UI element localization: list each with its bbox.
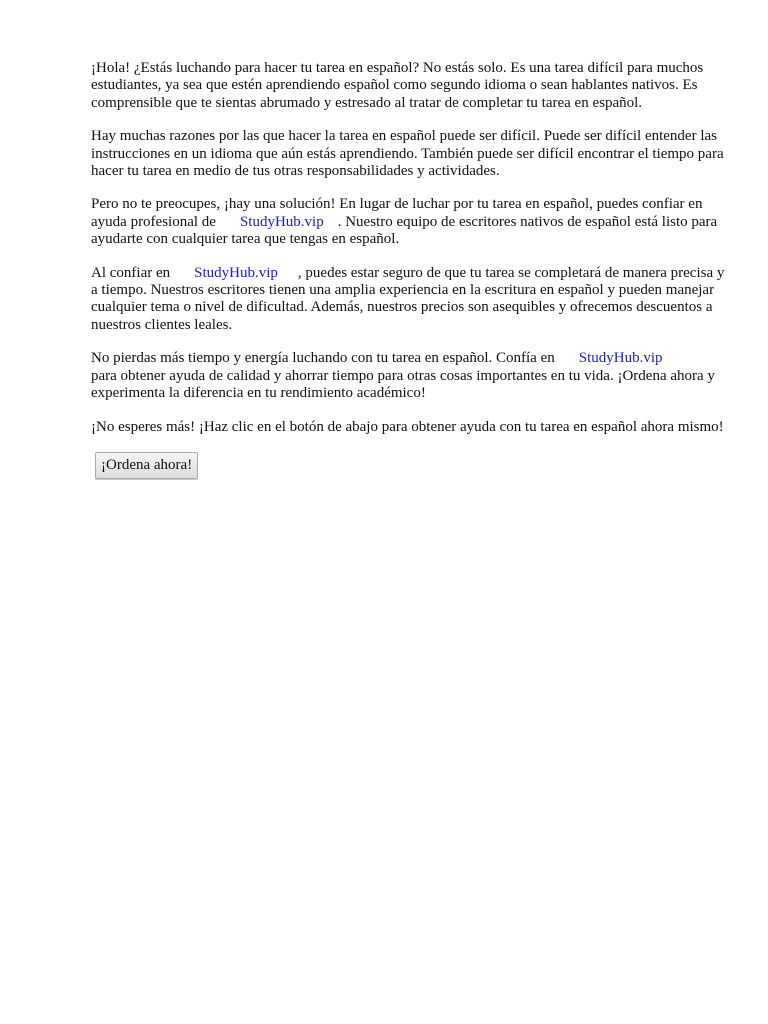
paragraph-trust-text-before: Al confiar en: [91, 264, 171, 281]
paragraph-call-to-action: [91, 350, 725, 402]
order-now-button[interactable]: ¡Ordena ahora!: [95, 452, 198, 479]
paragraph-final: ¡No esperes más! ¡Haz clic en el botón de abajo para obtener ayuda con tu tarea en español ahora mismo!: [91, 418, 724, 435]
paragraph-trust-text-after: , puedes estar seguro de que tu tarea se completará de manera precisa y a tiempo. Nuestros escritores tienen una amplia experiencia en la escritura en español y pueden manejar cualquier tema o nivel de dificultad. Además, nuestros precios son asequibles y ofrecemos descuentos a nuestros clientes leales.: [91, 264, 725, 333]
paragraph-solution: [91, 196, 725, 248]
paragraph-reasons: Hay muchas razones por las que hacer la tarea en español puede ser difícil. Puede ser difícil entender las instrucciones en un idioma que aún estás aprendiendo. También puede ser difícil encontrar el tiempo para hacer tu tarea en medio de tus otras responsabilidades y actividades.: [91, 128, 724, 180]
studyhub-link-2[interactable]: StudyHub.vip: [194, 264, 278, 281]
paragraph-intro: ¡Hola! ¿Estás luchando para hacer tu tarea en español? No estás solo. Es una tarea difícil para muchos estudiantes, ya sea que estén aprendiendo español como segundo idioma o sean hablantes nativos. Es comprensible que te sientas abrumado y estresado al tratar de completar tu tarea en español.: [91, 60, 704, 111]
paragraph-solution-text-before: Pero no te preocupes, ¡hay una solución! En lugar de luchar por tu tarea en español, puedes confiar en ayuda profesional de: [91, 196, 703, 230]
paragraph-trust: [91, 265, 725, 335]
button-container: [95, 452, 725, 479]
paragraph-cta-text-after: para obtener ayuda de calidad y ahorrar tiempo para otras cosas importantes en tu vida. ¡Ordena ahora y experimenta la diferencia en tu rendimiento académico!: [91, 367, 715, 402]
document-body: [91, 60, 725, 479]
paragraph-solution-text-after: . Nuestro equipo de escritores nativos de español está listo para ayudarte con cualquier tarea que tengas en español.: [91, 213, 718, 248]
studyhub-link-3[interactable]: StudyHub.vip: [578, 350, 663, 367]
paragraph-cta-text-before: No pierdas más tiempo y energía luchando con tu tarea en español. Confía en: [91, 350, 555, 367]
studyhub-link-1[interactable]: StudyHub.vip: [239, 213, 324, 230]
